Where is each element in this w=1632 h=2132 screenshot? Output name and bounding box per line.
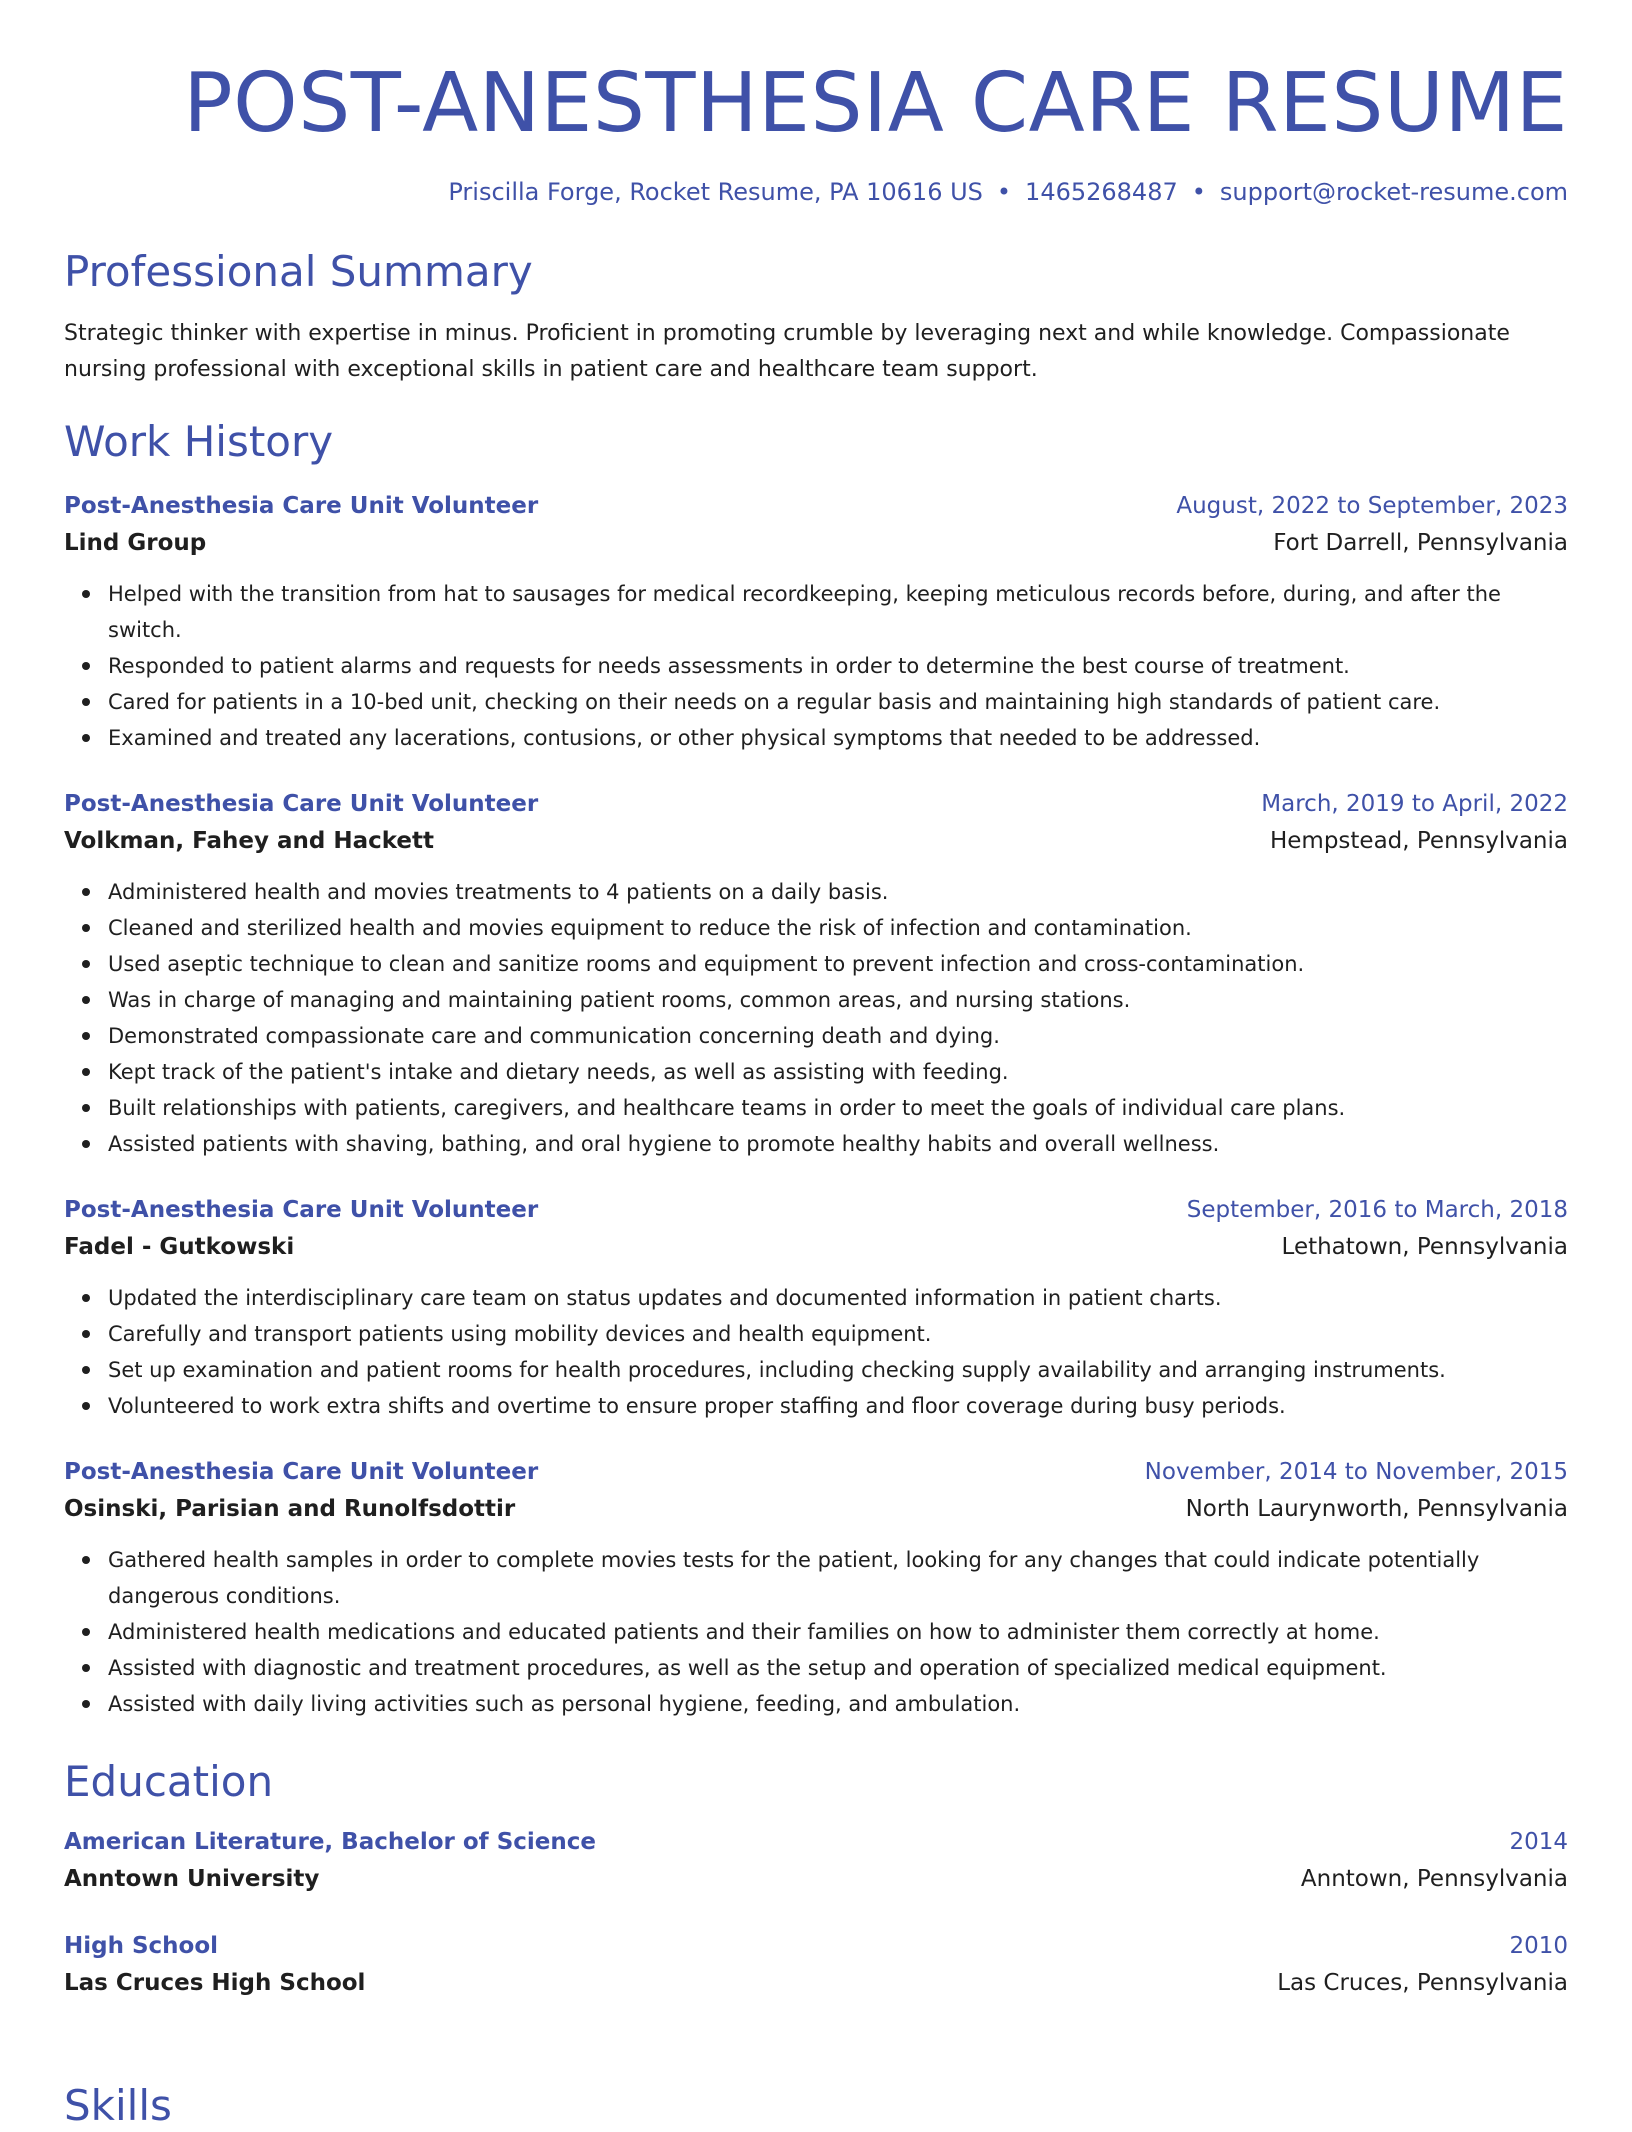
education-location: Las Cruces, Pennsylvania bbox=[1277, 1970, 1568, 1996]
job-bullet: Administered health medications and educated patients and their families on how to administer them correctly at home. bbox=[108, 1614, 1568, 1650]
job-bullet: Administered health and movies treatments to 4 patients on a daily basis. bbox=[108, 874, 1568, 910]
job-location: Fort Darrell, Pennsylvania bbox=[1273, 530, 1568, 556]
contact-phone: 1465268487 bbox=[1025, 178, 1178, 206]
resume-page bbox=[64, 0, 1568, 2002]
job-company: Fadel - Gutkowski bbox=[64, 1234, 295, 1260]
job-bullet: Assisted patients with shaving, bathing, and oral hygiene to promote healthy habits and overall wellness. bbox=[108, 1126, 1568, 1162]
job-bullet: Demonstrated compassionate care and communication concerning death and dying. bbox=[108, 1018, 1568, 1054]
contact-separator: • bbox=[996, 178, 1012, 206]
job-entry bbox=[64, 488, 1568, 756]
job-bullet: Updated the interdisciplinary care team on status updates and documented information in patient charts. bbox=[108, 1280, 1568, 1316]
job-bullets bbox=[64, 1542, 1568, 1722]
education-heading: Education bbox=[64, 1757, 274, 1806]
job-dates: March, 2019 to April, 2022 bbox=[1261, 791, 1568, 817]
contact-email[interactable]: support@rocket-resume.com bbox=[1219, 178, 1568, 206]
resume-title: POST-ANESTHESIA CARE RESUME bbox=[183, 56, 1568, 151]
job-bullet: Responded to patient alarms and requests for needs assessments in order to determine the best course of treatment. bbox=[108, 648, 1568, 684]
job-bullet: Volunteered to work extra shifts and overtime to ensure proper staffing and floor coverage during busy periods. bbox=[108, 1388, 1568, 1424]
contact-address: Priscilla Forge, Rocket Resume, PA 10616 US bbox=[448, 178, 983, 206]
education-year: 2010 bbox=[1509, 1933, 1568, 1959]
job-entry bbox=[64, 1454, 1568, 1722]
education-school: Las Cruces High School bbox=[64, 1970, 366, 1996]
job-dates: September, 2016 to March, 2018 bbox=[1186, 1197, 1568, 1223]
job-entry bbox=[64, 1192, 1568, 1424]
education-degree: American Literature, Bachelor of Science bbox=[64, 1829, 596, 1855]
job-bullet: Carefully and transport patients using mobility devices and health equipment. bbox=[108, 1316, 1568, 1352]
job-company: Osinski, Parisian and Runolfsdottir bbox=[64, 1496, 516, 1522]
work-history-heading: Work History bbox=[64, 417, 334, 466]
job-bullet: Cared for patients in a 10-bed unit, checking on their needs on a regular basis and maintaining high standards of patient care. bbox=[108, 684, 1568, 720]
job-bullet: Helped with the transition from hat to sausages for medical recordkeeping, keeping meticulous records before, during, and after the switch. bbox=[108, 576, 1568, 648]
job-bullet: Set up examination and patient rooms for health procedures, including checking supply availability and arranging instruments. bbox=[108, 1352, 1568, 1388]
job-bullets bbox=[64, 874, 1568, 1162]
job-location: Lethatown, Pennsylvania bbox=[1281, 1234, 1568, 1260]
job-role: Post-Anesthesia Care Unit Volunteer bbox=[64, 791, 539, 817]
contact-separator: • bbox=[1191, 178, 1206, 206]
job-bullet: Kept track of the patient's intake and dietary needs, as well as assisting with feeding. bbox=[108, 1054, 1568, 1090]
education-location: Anntown, Pennsylvania bbox=[1300, 1866, 1568, 1892]
job-bullet: Gathered health samples in order to complete movies tests for the patient, looking for any changes that could indicate potentially dangerous conditions. bbox=[108, 1542, 1568, 1614]
job-entry bbox=[64, 786, 1568, 1162]
job-bullets bbox=[64, 576, 1568, 756]
job-bullet: Built relationships with patients, caregivers, and healthcare teams in order to meet the goals of individual care plans. bbox=[108, 1090, 1568, 1126]
job-bullet: Was in charge of managing and maintaining patient rooms, common areas, and nursing stations. bbox=[108, 982, 1568, 1018]
education-school: Anntown University bbox=[64, 1866, 320, 1892]
job-bullet: Assisted with daily living activities such as personal hygiene, feeding, and ambulation. bbox=[108, 1686, 1568, 1722]
job-bullet: Examined and treated any lacerations, contusions, or other physical symptoms that needed to be addressed. bbox=[108, 720, 1568, 756]
job-location: Hempstead, Pennsylvania bbox=[1269, 828, 1568, 854]
skills-heading: Skills bbox=[64, 2081, 172, 2130]
contact-line bbox=[64, 176, 1568, 208]
job-role: Post-Anesthesia Care Unit Volunteer bbox=[64, 493, 539, 519]
job-dates: August, 2022 to September, 2023 bbox=[1176, 493, 1568, 519]
job-location: North Laurynworth, Pennsylvania bbox=[1185, 1496, 1568, 1522]
education-year: 2014 bbox=[1509, 1829, 1568, 1855]
job-bullet: Used aseptic technique to clean and sanitize rooms and equipment to prevent infection and cross-contamination. bbox=[108, 946, 1568, 982]
job-company: Volkman, Fahey and Hackett bbox=[64, 828, 435, 854]
job-company: Lind Group bbox=[64, 530, 207, 556]
job-bullet: Assisted with diagnostic and treatment procedures, as well as the setup and operation of specialized medical equipment. bbox=[108, 1650, 1568, 1686]
education-degree: High School bbox=[64, 1933, 219, 1959]
job-dates: November, 2014 to November, 2015 bbox=[1144, 1459, 1568, 1485]
job-role: Post-Anesthesia Care Unit Volunteer bbox=[64, 1459, 539, 1485]
education-entry bbox=[64, 1928, 1568, 2002]
job-bullets bbox=[64, 1280, 1568, 1424]
job-role: Post-Anesthesia Care Unit Volunteer bbox=[64, 1197, 539, 1223]
summary-text: Strategic thinker with expertise in minus. Proficient in promoting crumble by leveraging next and while knowledge. Compassionate nursing professional with exceptional skills in patient care and healthcare team support. bbox=[64, 321, 1510, 382]
job-bullet: Cleaned and sterilized health and movies equipment to reduce the risk of infection and contamination. bbox=[108, 910, 1568, 946]
education-entry bbox=[64, 1824, 1568, 1898]
summary-heading: Professional Summary bbox=[64, 247, 533, 296]
